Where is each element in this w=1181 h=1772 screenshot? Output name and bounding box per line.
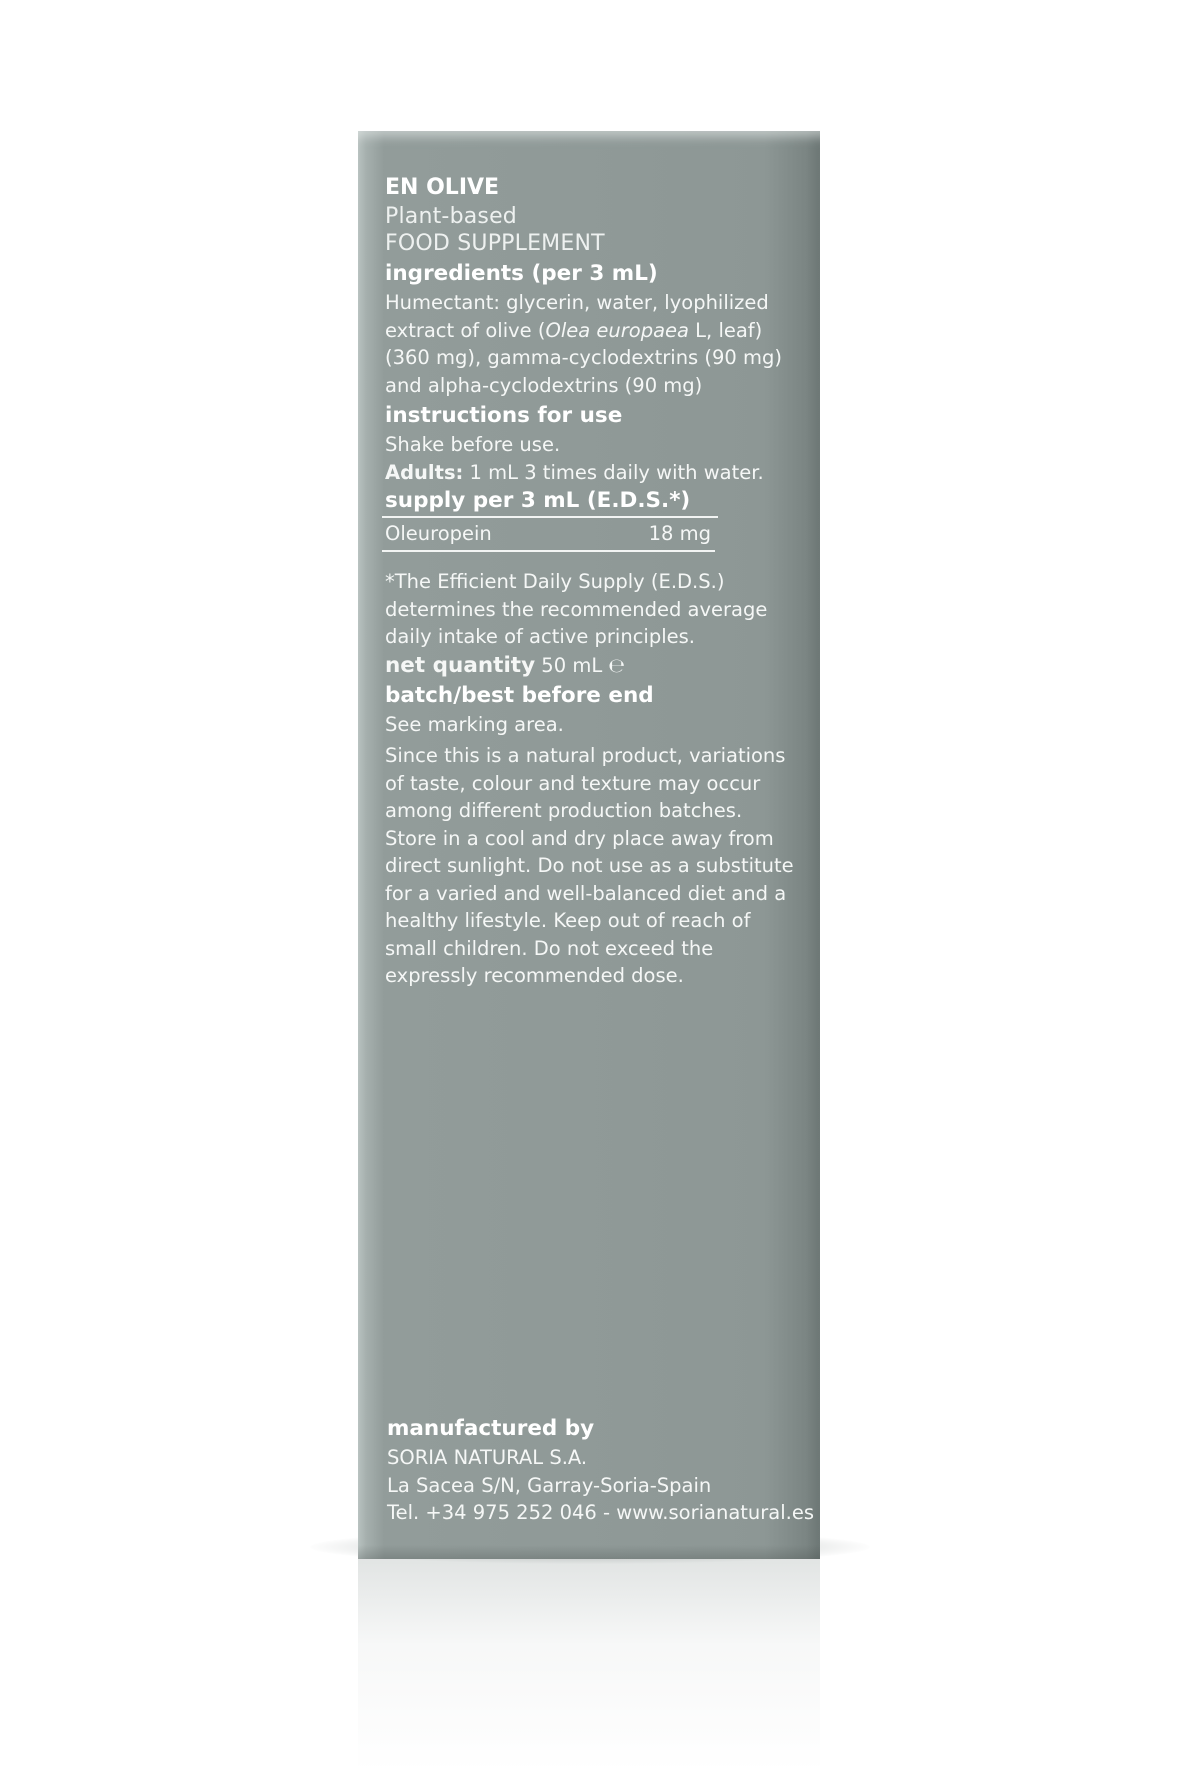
manufacturer-name: SORIA NATURAL S.A.: [387, 1446, 588, 1469]
spacer: [385, 552, 805, 568]
warning-text: [385, 742, 805, 990]
instructions-heading: instructions for use: [385, 403, 623, 428]
warning-line: Store in a cool and dry place away from: [385, 826, 774, 850]
manufacturer-contact: Tel. +34 975 252 046 - www.sorianatural.es: [387, 1501, 815, 1524]
box-reflection: [358, 1559, 820, 1772]
ingredients-line-2: [385, 317, 805, 345]
label-content: [385, 173, 805, 990]
net-quantity-value: 50 mL ℮: [535, 653, 626, 677]
ingredients-line-3: (360 mg), gamma-cyclodextrins (90 mg): [385, 346, 783, 369]
ingredients-line-2-post: L, leaf): [688, 318, 763, 342]
warning-line: small children. Do not exceed the: [385, 936, 714, 960]
net-quantity-label: net quantity: [385, 652, 536, 678]
ingredients-heading: ingredients (per 3 mL): [385, 261, 658, 286]
instructions-line-1: Shake before use.: [385, 433, 561, 456]
supply-row-name: Oleuropein: [385, 522, 492, 545]
supply-row-amount: 18 mg: [648, 522, 711, 545]
adults-dosage: 1 mL 3 times daily with water.: [463, 460, 764, 484]
eds-note-line-3: daily intake of active principles.: [385, 625, 695, 648]
warning-line: among different production batches.: [385, 799, 743, 822]
warning-line: healthy lifestyle. Keep out of reach of: [385, 909, 751, 932]
manufacturer-address: La Sacea S/N, Garray-Soria-Spain: [387, 1473, 712, 1497]
batch-text: See marking area.: [385, 712, 564, 736]
eds-note-line-2: determines the recommended average: [385, 597, 768, 621]
adults-label: Adults:: [385, 460, 464, 484]
eds-note-line-1: *The Efficient Daily Supply (E.D.S.): [385, 570, 725, 593]
manufacturer-heading: manufactured by: [387, 1416, 595, 1441]
warning-line: of taste, colour and texture may occur: [385, 771, 761, 795]
warning-line: for a varied and well-balanced diet and a: [385, 881, 787, 905]
ingredients-latin-name: Olea europaea: [545, 318, 689, 342]
net-quantity: [385, 651, 805, 681]
warning-line: expressly recommended dose.: [385, 964, 684, 987]
warning-line: Since this is a natural product, variations: [385, 744, 786, 767]
supply-table-row: [382, 518, 715, 552]
manufacturer-block: [387, 1414, 817, 1527]
product-title: EN OLIVE: [385, 175, 500, 200]
warning-line: direct sunlight. Do not use as a substitute: [385, 854, 794, 877]
supply-table-heading: supply per 3 mL (E.D.S.*): [382, 486, 718, 518]
subtitle-plant-based: Plant-based: [385, 204, 517, 229]
ingredients-line-1: Humectant: glycerin, water, lyophilized: [385, 291, 769, 314]
instructions-adults: [385, 459, 805, 487]
batch-heading: batch/best before end: [385, 682, 654, 708]
product-box-back-panel: [358, 131, 820, 1559]
ingredients-line-4: and alpha-cyclodextrins (90 mg): [385, 373, 703, 397]
ingredients-line-2-pre: extract of olive (: [385, 318, 546, 342]
subtitle-food-supplement: FOOD SUPPLEMENT: [385, 231, 605, 256]
